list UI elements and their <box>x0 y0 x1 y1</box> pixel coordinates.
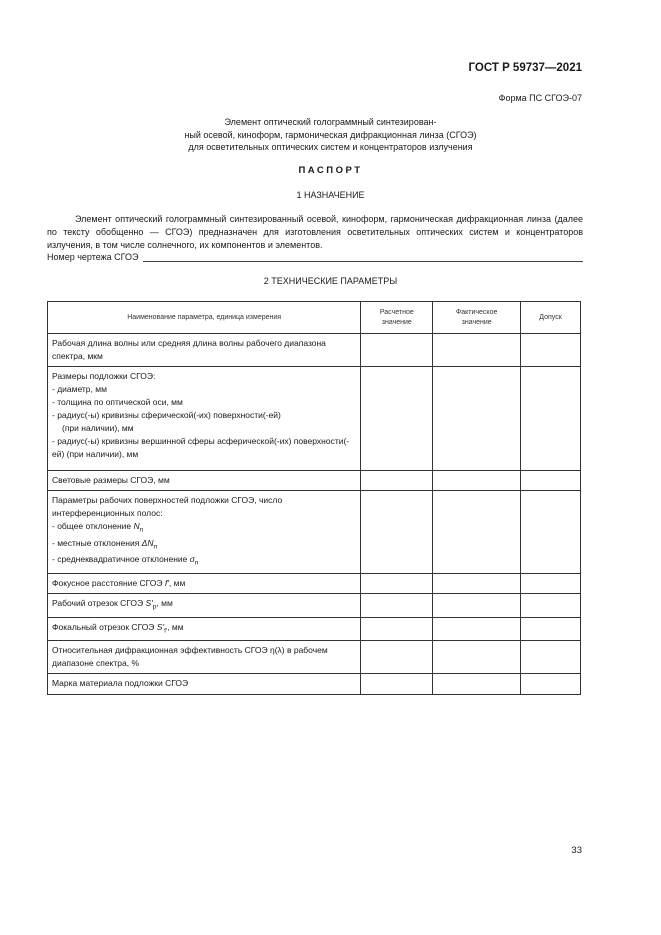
surfaces-total-symbol: N <box>133 521 140 531</box>
substrate-title: Размеры подложки СГОЭ: <box>52 371 156 381</box>
surfaces-total <box>52 520 356 537</box>
surfaces-total-label: - общее отклонение <box>52 521 134 531</box>
passport-heading: ПАСПОРТ <box>298 165 363 176</box>
drawing-number-label: Номер чертежа СГОЭ <box>47 252 139 262</box>
surfaces-local <box>52 537 356 554</box>
title-line: Элемент оптический голограммный синтезирован- <box>224 117 437 127</box>
surfaces-total-sub: п <box>139 526 144 534</box>
cell-calc[interactable] <box>361 471 433 491</box>
table-row <box>48 594 581 618</box>
cell-tolerance[interactable] <box>521 367 581 471</box>
cell-calc[interactable] <box>361 574 433 594</box>
substrate-diameter: - диаметр, мм <box>52 384 107 394</box>
cell-tolerance[interactable] <box>521 674 581 695</box>
cell-tolerance[interactable] <box>521 491 581 574</box>
row-wavelength: Рабочая длина волны или средняя длина волны рабочего диапазона спектра, мкм <box>48 334 361 367</box>
surfaces-rms-label: - среднеквадратичное отклонение <box>52 554 190 565</box>
focal-label: Фокусное расстояние СГОЭ <box>52 578 165 589</box>
drawing-number-line[interactable] <box>143 251 584 262</box>
cell-tolerance[interactable] <box>521 617 581 641</box>
table-row <box>48 617 581 641</box>
page-number: 33 <box>571 845 582 856</box>
column-header-actual <box>433 302 521 334</box>
cell-actual[interactable] <box>433 491 521 574</box>
working-sub: р <box>152 603 157 611</box>
cell-tolerance[interactable] <box>521 334 581 367</box>
cell-tolerance[interactable] <box>521 471 581 491</box>
cell-calc[interactable] <box>361 617 433 641</box>
cell-actual[interactable] <box>433 641 521 674</box>
actual-header-line: значение <box>461 318 492 326</box>
form-code: Форма ПС СГОЭ-07 <box>498 93 582 103</box>
focal-seg-sub: f' <box>164 627 168 635</box>
column-header-calc <box>361 302 433 334</box>
surfaces-local-symbol: ΔN <box>141 537 154 548</box>
title-line: для осветительных оптических систем и концентраторов излучения <box>188 142 473 152</box>
drawing-number-field[interactable] <box>47 251 583 262</box>
cell-actual[interactable] <box>433 674 521 695</box>
column-header-name: Наименование параметра, единица измерения <box>48 302 361 334</box>
section-1-heading: 1 НАЗНАЧЕНИЕ <box>296 190 365 200</box>
cell-actual[interactable] <box>433 617 521 641</box>
row-focal-length <box>48 574 361 594</box>
substrate-thickness: - толщина по оптической оси, мм <box>52 397 183 407</box>
surfaces-rms-symbol: σ <box>189 554 195 565</box>
surfaces-title: Параметры рабочих поверхностей подложки СГОЭ, число интерференционных полос: <box>52 495 283 518</box>
table-row <box>48 574 581 594</box>
focal-unit: , мм <box>168 578 186 589</box>
cell-calc[interactable] <box>361 674 433 695</box>
section-2-heading: 2 ТЕХНИЧЕСКИЕ ПАРАМЕТРЫ <box>263 276 398 286</box>
surfaces-local-label: - местные отклонения <box>52 537 142 548</box>
row-substrate-sizes <box>48 367 361 471</box>
cell-calc[interactable] <box>361 491 433 574</box>
title-line: ный осевой, киноформ, гармоническая дифракционная линза (СГОЭ) <box>184 129 477 140</box>
calc-header-line: Расчетное <box>379 308 414 316</box>
cell-tolerance[interactable] <box>521 641 581 674</box>
calc-header-line: значение <box>381 318 412 326</box>
standard-number: ГОСТ Р 59737—2021 <box>468 62 582 74</box>
cell-actual[interactable] <box>433 471 521 491</box>
cell-actual[interactable] <box>433 367 521 471</box>
focal-symbol: f' <box>164 578 169 589</box>
row-material-mark: Марка материала подложки СГОЭ <box>48 674 361 695</box>
table-row <box>48 334 581 367</box>
substrate-radius-sph: - радиус(-ы) кривизны сферической(-их) поверхности(-ей) <box>52 410 281 420</box>
cell-actual[interactable] <box>433 574 521 594</box>
table-row <box>48 367 581 471</box>
column-header-tolerance: Допуск <box>521 302 581 334</box>
cell-calc[interactable] <box>361 334 433 367</box>
row-efficiency: Относительная дифракционная эффективность СГОЭ η(λ) в рабочем диапазоне спектра, % <box>48 641 361 674</box>
row-light-sizes: Световые размеры СГОЭ, мм <box>48 471 361 491</box>
table-row <box>48 471 581 491</box>
working-symbol: S' <box>145 598 153 609</box>
surfaces-rms-sub: п <box>194 560 199 568</box>
row-focal-segment <box>48 617 361 641</box>
focal-seg-label: Фокальный отрезок СГОЭ <box>52 621 157 632</box>
working-unit: , мм <box>156 598 173 609</box>
cell-calc[interactable] <box>361 594 433 618</box>
row-surface-params <box>48 491 361 574</box>
substrate-radius-asph: - радиус(-ы) кривизны вершинной сферы асферической(-их) поверхности(-ей) (при наличии), мм <box>52 436 350 459</box>
row-working-distance <box>48 594 361 618</box>
surfaces-rms <box>52 553 356 570</box>
actual-header-line: Фактическое <box>455 308 498 316</box>
table-row <box>48 491 581 574</box>
cell-actual[interactable] <box>433 594 521 618</box>
substrate-radius-sph-note: (при наличии), мм <box>62 423 134 433</box>
parameters-table <box>47 301 581 695</box>
document-title <box>0 116 661 154</box>
focal-seg-symbol: S' <box>156 621 165 632</box>
cell-tolerance[interactable] <box>521 574 581 594</box>
cell-actual[interactable] <box>433 334 521 367</box>
cell-tolerance[interactable] <box>521 594 581 618</box>
cell-calc[interactable] <box>361 367 433 471</box>
table-row <box>48 641 581 674</box>
focal-seg-unit: , мм <box>167 621 184 632</box>
table-row <box>48 674 581 695</box>
working-label: Рабочий отрезок СГОЭ <box>52 598 146 609</box>
purpose-paragraph: Элемент оптический голограммный синтезированный осевой, киноформ, гармоническая дифракционная линза (далее по тексту обобщенно — СГОЭ) предназначен для изготовления осветительных оптических систем и концентраторов излучения, в том числе солнечного, их компонентов и элементов. <box>47 214 583 250</box>
cell-calc[interactable] <box>361 641 433 674</box>
table-header-row <box>48 302 581 334</box>
surfaces-local-sub: п <box>153 543 158 551</box>
